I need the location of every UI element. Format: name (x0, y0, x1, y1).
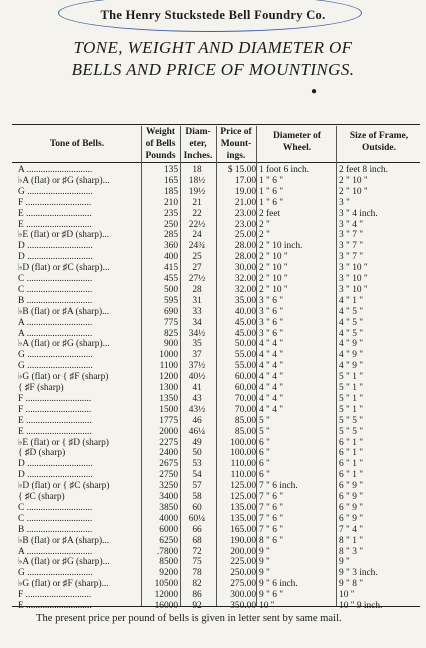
wheel-cell: 7 " 6 " (259, 513, 284, 524)
weight-cell: 690 (163, 306, 178, 317)
wheel-cell: 10 " (259, 601, 275, 611)
wheel-cell: 3 " 6 " (259, 306, 284, 317)
price-cell: 30.00 (234, 263, 256, 274)
weight-cell: 415 (163, 263, 178, 274)
table-row (12, 230, 420, 241)
diameter-cell: 18 (192, 165, 202, 175)
weight-cell: 1775 (159, 415, 178, 426)
price-cell: 350.00 (230, 601, 256, 611)
tone-cell: F ............................ (18, 404, 92, 415)
table-row (12, 416, 420, 427)
tone-cell: D ............................ (18, 470, 93, 481)
price-cell: 110.00 (230, 459, 256, 470)
table-row (12, 536, 420, 547)
diameter-cell: 57 (192, 481, 202, 492)
price-cell: 110.00 (230, 470, 256, 481)
diameter-cell: 28 (192, 284, 202, 295)
price-cell: 250.00 (230, 568, 256, 579)
diameter-cell: 43½ (188, 404, 206, 415)
frame-cell: 2 " 10 " (339, 175, 368, 186)
company-name: The Henry Stuckstede Bell Foundry Co. (100, 8, 326, 22)
wheel-cell: 4 " 4 " (259, 372, 284, 383)
wheel-cell: 6 " (259, 470, 270, 481)
table-row (12, 296, 420, 307)
price-cell: 190.00 (230, 535, 256, 546)
wheel-cell: 7 " 6 inch. (259, 481, 298, 492)
table-row (12, 252, 420, 263)
weight-cell: 3400 (159, 492, 178, 502)
frame-cell: 9 " 8 " (339, 579, 364, 590)
weight-cell: 1500 (159, 404, 178, 415)
weight-cell: 3850 (159, 502, 178, 513)
wheel-cell: 9 " (259, 546, 270, 557)
tone-cell: ♭A (flat) or ♯G (sharp)... (18, 175, 110, 186)
diameter-cell: 66 (192, 524, 202, 535)
decorative-dot: ● (311, 86, 318, 97)
wheel-cell: 6 " (259, 448, 270, 459)
weight-cell: 2750 (159, 470, 178, 481)
diameter-cell: 27½ (188, 274, 206, 284)
weight-cell: 6000 (159, 524, 178, 535)
tone-cell: C ............................ (18, 284, 93, 295)
wheel-cell: 6 " (259, 437, 270, 448)
price-cell: 70.00 (234, 404, 256, 415)
diameter-cell: 75 (192, 557, 202, 568)
table-row (12, 372, 420, 383)
weight-cell: 6250 (159, 535, 178, 546)
price-cell: 125.00 (230, 492, 256, 502)
frame-cell: 3 " (339, 197, 350, 208)
frame-cell: 6 " 1 " (339, 437, 364, 448)
table-row (12, 547, 420, 558)
diameter-cell: 25 (192, 252, 202, 263)
diameter-cell: 19½ (188, 186, 206, 197)
wheel-cell: 7 " 6 " (259, 492, 284, 502)
weight-cell: 165 (163, 175, 178, 186)
tone-cell: C ............................ (18, 502, 93, 513)
weight-cell: 400 (163, 252, 178, 263)
wheel-cell: 2 " (259, 219, 270, 230)
weight-cell: 500 (163, 284, 178, 295)
tone-cell: { ♯C (sharp) (18, 492, 65, 502)
table-row (12, 350, 420, 361)
frame-cell: 3 " 7 " (339, 230, 364, 241)
tone-cell: A ............................ (18, 165, 93, 175)
frame-cell: 2 " 10 " (339, 186, 368, 197)
tone-cell: { ♯D (sharp) (18, 448, 66, 459)
diameter-cell: 46 (192, 415, 202, 426)
price-cell: 100.00 (230, 437, 256, 448)
weight-cell: 2675 (159, 459, 178, 470)
frame-cell: 10 " (339, 590, 355, 601)
price-cell: 60.00 (234, 372, 256, 383)
frame-cell: 4 " 5 " (339, 306, 364, 317)
diameter-cell: 21 (192, 197, 202, 208)
tone-cell: ♭A (flat) or ♯G (sharp)... (18, 557, 110, 568)
price-cell: 23.00 (234, 219, 256, 230)
price-cell: 200.00 (230, 546, 256, 557)
price-cell: 125.00 (230, 481, 256, 492)
tone-cell: ♭E (flat) or ♯D (sharp)... (18, 230, 110, 241)
table-row (12, 405, 420, 416)
table-row (12, 383, 420, 394)
tone-cell: ♭G (flat) or { ♯F (sharp) (18, 372, 109, 383)
tone-cell: F ............................ (18, 197, 92, 208)
frame-cell: 3 " 4 inch. (339, 208, 378, 219)
diameter-cell: 22½ (188, 219, 206, 230)
table-row (12, 339, 420, 350)
price-cell: 28.00 (234, 252, 256, 263)
table-row (12, 590, 420, 601)
diameter-cell: 34½ (188, 328, 206, 339)
frame-cell: 6 " 9 " (339, 513, 364, 524)
tone-cell: { ♯F (sharp) (18, 383, 64, 393)
weight-cell: 16000 (154, 601, 178, 611)
price-cell: $ 15.00 (227, 165, 256, 175)
diameter-cell: 60 (192, 502, 202, 513)
tone-cell: ♭D (flat) or ♯C (sharp)... (18, 263, 110, 274)
table-row (12, 307, 420, 318)
weight-cell: 775 (163, 317, 178, 328)
price-cell: 25.00 (234, 230, 256, 241)
tone-cell: G ............................ (18, 568, 93, 579)
weight-cell: 3250 (159, 481, 178, 492)
wheel-cell: 1 " 6 " (259, 186, 284, 197)
column-header-tone: Tone of Bells. (49, 139, 105, 149)
diameter-cell: 22 (192, 208, 202, 219)
tone-cell: ♭B (flat) or ♯A (sharp)... (18, 306, 110, 317)
diameter-cell: 49 (192, 437, 202, 448)
wheel-cell: 9 " 6 " (259, 590, 284, 601)
wheel-cell: 9 " (259, 568, 270, 579)
weight-cell: 2000 (159, 426, 178, 437)
price-cell: 35.00 (234, 295, 256, 306)
table-row (12, 187, 420, 198)
price-cell: 300.00 (230, 590, 256, 601)
weight-cell: 2275 (159, 437, 178, 448)
price-cell: 275.00 (230, 579, 256, 590)
tone-cell: ♭E (flat) or { ♯D (sharp) (18, 437, 109, 448)
diameter-cell: 68 (192, 535, 202, 546)
frame-cell: 3 " 7 " (339, 241, 364, 252)
weight-cell: 10500 (154, 579, 178, 590)
weight-cell: 9200 (159, 568, 178, 579)
tone-cell: ♭G (flat) or ♯F (sharp)... (18, 579, 109, 590)
frame-cell: 3 " 10 " (339, 263, 368, 274)
wheel-cell: 5 " (259, 415, 270, 426)
diameter-cell: 92 (192, 601, 202, 611)
diameter-cell: 41 (192, 383, 202, 393)
column-header-wheel: Diameter of Wheel. (272, 131, 322, 153)
weight-cell: 4000 (159, 513, 178, 524)
table-row (12, 448, 420, 459)
price-cell: 135.00 (230, 513, 256, 524)
wheel-cell: 1 " 6 " (259, 175, 284, 186)
frame-cell: 5 " 1 " (339, 372, 364, 383)
weight-cell: 1100 (159, 361, 178, 372)
weight-cell: 360 (163, 241, 178, 252)
weight-cell: 235 (163, 208, 178, 219)
frame-cell: 4 " 5 " (339, 328, 364, 339)
wheel-cell: 9 " 6 inch. (259, 579, 298, 590)
diameter-cell: 60¼ (188, 513, 206, 524)
tone-cell: F ............................ (18, 393, 92, 404)
frame-cell: 5 " 5 " (339, 415, 364, 426)
table-row (12, 503, 420, 514)
frame-cell: 5 " 1 " (339, 383, 364, 393)
frame-cell: 8 " 3 " (339, 546, 364, 557)
table-row (12, 361, 420, 372)
tone-cell: E ............................ (18, 426, 92, 437)
price-cell: 100.00 (230, 448, 256, 459)
weight-cell: 455 (163, 274, 178, 284)
tone-cell: D ............................ (18, 241, 93, 252)
wheel-cell: 8 " 6 " (259, 535, 284, 546)
price-cell: 50.00 (234, 339, 256, 350)
diameter-cell: 54 (192, 470, 202, 481)
price-cell: 55.00 (234, 361, 256, 372)
wheel-cell: 1 " 6 " (259, 197, 284, 208)
wheel-cell: 2 " 10 " (259, 263, 288, 274)
table-row (12, 579, 420, 590)
frame-cell: 7 " 4 " (339, 524, 364, 535)
table-row (12, 525, 420, 536)
table-row (12, 438, 420, 449)
frame-cell: 5 " 1 " (339, 404, 364, 415)
table-row (12, 568, 420, 579)
tone-cell: C ............................ (18, 513, 93, 524)
price-note: The present price per pound of bells is given in letter sent by same mail. (36, 613, 342, 624)
weight-cell: 12000 (154, 590, 178, 601)
table-row (12, 263, 420, 274)
tone-cell: E ............................ (18, 601, 92, 611)
frame-cell: 4 " 9 " (339, 350, 364, 361)
table-row (12, 427, 420, 438)
weight-cell: 250 (163, 219, 178, 230)
wheel-cell: 5 " (259, 426, 270, 437)
diameter-cell: 78 (192, 568, 202, 579)
diameter-cell: 53 (192, 459, 202, 470)
weight-cell: 825 (163, 328, 178, 339)
frame-cell: 6 " 9 " (339, 492, 364, 502)
price-cell: 85.00 (234, 415, 256, 426)
frame-cell: 4 " 9 " (339, 361, 364, 372)
title-line-2: BELLS AND PRICE OF MOUNTINGS. (71, 60, 355, 79)
tone-cell: ♭D (flat) or { ♯C (sharp) (18, 481, 110, 492)
tone-cell: D ............................ (18, 252, 93, 263)
frame-cell: 5 " 5 " (339, 426, 364, 437)
diameter-cell: 27 (192, 263, 202, 274)
frame-cell: 6 " 1 " (339, 470, 364, 481)
wheel-cell: 7 " 6 " (259, 524, 284, 535)
price-cell: 165.00 (230, 524, 256, 535)
table-row (12, 285, 420, 296)
wheel-cell: 4 " 4 " (259, 339, 284, 350)
column-header-weight: Weight of Bells Pounds (145, 127, 176, 161)
wheel-cell: 4 " 4 " (259, 350, 284, 361)
table-row (12, 274, 420, 285)
price-cell: 40.00 (234, 306, 256, 317)
weight-cell: 210 (163, 197, 178, 208)
price-cell: 70.00 (234, 393, 256, 404)
table-row (12, 459, 420, 470)
tone-cell: E ............................ (18, 219, 92, 230)
diameter-cell: 58 (192, 492, 202, 502)
diameter-cell: 50 (192, 448, 202, 459)
frame-cell: 6 " 1 " (339, 459, 364, 470)
frame-cell: 9 " 3 inch. (339, 568, 378, 579)
price-cell: 32.00 (234, 284, 256, 295)
weight-cell: 285 (163, 230, 178, 241)
table-row (12, 557, 420, 568)
tone-cell: F ............................ (18, 590, 92, 601)
tone-cell: G ............................ (18, 361, 93, 372)
diameter-cell: 40½ (188, 372, 206, 383)
price-cell: 45.00 (234, 328, 256, 339)
wheel-cell: 9 " (259, 557, 270, 568)
wheel-cell: 7 " 6 " (259, 502, 284, 513)
tone-cell: A ............................ (18, 317, 93, 328)
tone-cell: B ............................ (18, 524, 93, 535)
tone-cell: B ............................ (18, 295, 93, 306)
weight-cell: 1300 (159, 383, 178, 393)
diameter-cell: 72 (192, 546, 202, 557)
diameter-cell: 18½ (188, 175, 206, 186)
weight-cell: 135 (163, 165, 178, 175)
column-header-price: Price of Mount- ings. (220, 127, 252, 161)
price-cell: 60.00 (234, 383, 256, 393)
diameter-cell: 43 (192, 393, 202, 404)
tone-cell: G ............................ (18, 186, 93, 197)
price-cell: 135.00 (230, 502, 256, 513)
frame-cell: 2 feet 8 inch. (339, 165, 388, 175)
price-cell: 225.00 (230, 557, 256, 568)
price-cell: 23.00 (234, 208, 256, 219)
table-row (12, 470, 420, 481)
wheel-cell: 2 " 10 " (259, 274, 288, 284)
frame-cell: 10 " 9 inch. (339, 601, 383, 611)
wheel-cell: 3 " 6 " (259, 317, 284, 328)
tone-cell: E ............................ (18, 415, 92, 426)
price-cell: 17.00 (234, 175, 256, 186)
weight-cell: 1350 (159, 393, 178, 404)
frame-cell: 6 " 9 " (339, 502, 364, 513)
weight-cell: 1000 (159, 350, 178, 361)
column-header-frame: Size of Frame, Outside. (349, 131, 409, 153)
tone-cell: G ............................ (18, 350, 93, 361)
wheel-cell: 2 feet (259, 208, 281, 219)
weight-cell: 8500 (159, 557, 178, 568)
wheel-cell: 3 " 6 " (259, 295, 284, 306)
diameter-cell: 82 (192, 579, 202, 590)
frame-cell: 3 " 10 " (339, 284, 368, 295)
wheel-cell: 2 " 10 " (259, 284, 288, 295)
weight-cell: 1200 (159, 372, 178, 383)
table-row (12, 220, 420, 231)
tone-cell: A ............................ (18, 546, 93, 557)
frame-cell: 5 " 1 " (339, 393, 364, 404)
table-row (12, 241, 420, 252)
wheel-cell: 1 foot 6 inch. (259, 165, 309, 175)
frame-cell: 3 " 7 " (339, 252, 364, 263)
table-row (12, 209, 420, 220)
table-row (12, 601, 420, 612)
tone-cell: D ............................ (18, 459, 93, 470)
diameter-cell: 34 (192, 317, 202, 328)
frame-cell: 3 " 10 " (339, 274, 368, 284)
price-cell: 32.00 (234, 274, 256, 284)
price-cell: 45.00 (234, 317, 256, 328)
weight-cell: 185 (163, 186, 178, 197)
diameter-cell: 46¼ (188, 426, 206, 437)
frame-cell: 3 " 4 " (339, 219, 364, 230)
wheel-cell: 2 " 10 inch. (259, 241, 303, 252)
weight-cell: 595 (163, 295, 178, 306)
tone-cell: ♭A (flat) or ♯G (sharp)... (18, 339, 110, 350)
table-row (12, 165, 420, 176)
diameter-cell: 24 (192, 230, 202, 241)
column-header-diameter: Diam- eter, Inches. (183, 127, 213, 161)
frame-cell: 4 " 5 " (339, 317, 364, 328)
frame-cell: 4 " 1 " (339, 295, 364, 306)
diameter-cell: 33 (192, 306, 202, 317)
table-row (12, 481, 420, 492)
price-cell: 55.00 (234, 350, 256, 361)
table-top-rule (12, 124, 420, 125)
tone-cell: A ............................ (18, 328, 93, 339)
diameter-cell: 37½ (188, 361, 206, 372)
diameter-cell: 24¾ (188, 241, 206, 252)
tone-cell: E ............................ (18, 208, 92, 219)
table-row (12, 492, 420, 503)
weight-cell: .7800 (156, 546, 178, 557)
table-row (12, 198, 420, 209)
wheel-cell: 6 " (259, 459, 270, 470)
tone-cell: C ............................ (18, 274, 93, 284)
frame-cell: 9 " (339, 557, 350, 568)
price-cell: 21.00 (234, 197, 256, 208)
diameter-cell: 86 (192, 590, 202, 601)
price-cell: 85.00 (234, 426, 256, 437)
table-row (12, 318, 420, 329)
price-cell: 28.00 (234, 241, 256, 252)
wheel-cell: 4 " 4 " (259, 383, 284, 393)
diameter-cell: 35 (192, 339, 202, 350)
tone-cell: ♭B (flat) or ♯A (sharp)... (18, 535, 110, 546)
wheel-cell: 4 " 4 " (259, 404, 284, 415)
table-row (12, 514, 420, 525)
wheel-cell: 2 " 10 " (259, 252, 288, 263)
diameter-cell: 31 (192, 295, 202, 306)
frame-cell: 6 " 9 " (339, 481, 364, 492)
table-row (12, 394, 420, 405)
table-row (12, 176, 420, 187)
wheel-cell: 2 " (259, 230, 270, 241)
frame-cell: 4 " 9 " (339, 339, 364, 350)
wheel-cell: 4 " 4 " (259, 361, 284, 372)
table-row (12, 329, 420, 340)
wheel-cell: 4 " 4 " (259, 393, 284, 404)
price-cell: 19.00 (234, 186, 256, 197)
frame-cell: 6 " 1 " (339, 448, 364, 459)
weight-cell: 900 (163, 339, 178, 350)
frame-cell: 8 " 1 " (339, 535, 364, 546)
diameter-cell: 37 (192, 350, 202, 361)
wheel-cell: 3 " 6 " (259, 328, 284, 339)
title-line-1: TONE, WEIGHT AND DIAMETER OF (73, 38, 353, 57)
weight-cell: 2400 (159, 448, 178, 459)
